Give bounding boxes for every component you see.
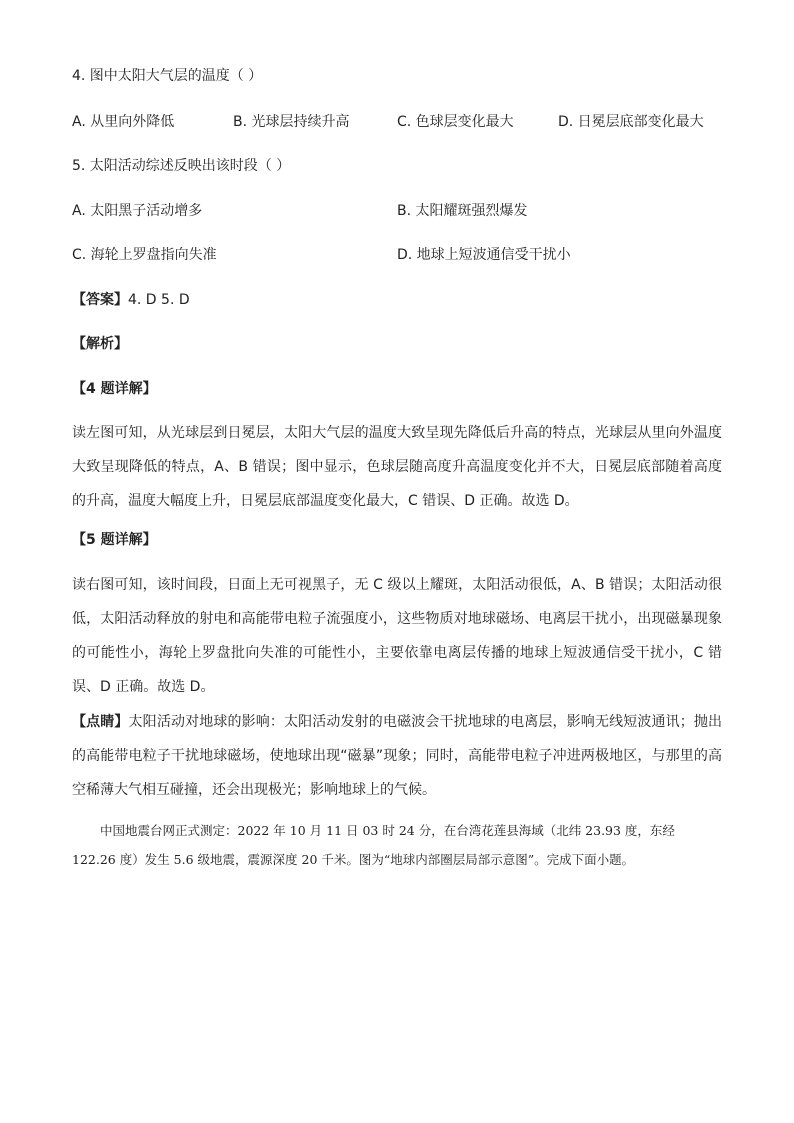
tip-paragraph	[72, 705, 722, 807]
tip-text: 太阳活动对地球的影响：太阳活动发射的电磁波会干扰地球的电离层，影响无线短波通讯；抛出的高能带电粒子干扰地球磁场，使地球出现“磁暴”现象；同时，高能带电粒子冲进两极地区，与那里的高空稀薄大气相互碰撞，还会出现极光；影响地球上的气候。	[72, 714, 723, 798]
q4-option-d: D. 日冕层底部变化最大	[558, 114, 704, 130]
tip-label: 【点睛】	[72, 714, 129, 730]
answer-line	[72, 290, 190, 310]
q5-option-b: B. 太阳耀斑强烈爆发	[397, 203, 528, 219]
detail-5-label: 【5 题详解】	[72, 532, 157, 548]
q4-option-c: C. 色球层变化最大	[397, 114, 514, 130]
q4-option-b: B. 光球层持续升高	[233, 114, 350, 130]
answer-text: 4. D 5. D	[128, 292, 190, 308]
detail-4-text: 读左图可知，从光球层到日冕层，太阳大气层的温度大致呈现先降低后升高的特点，光球层从里向外温度大致呈现降低的特点，A、B 错误；图中显示，色球层随高度升高温度变化并不大，日冕层底部随着高度的升高，温度大幅度上升，日冕层底部温度变化最大，C 错误、D 正确。故选 D。	[72, 425, 722, 509]
analysis-label: 【解析】	[72, 336, 128, 352]
q5-option-d: D. 地球上短波通信受干扰小	[397, 247, 571, 263]
question-5-stem: 5. 太阳活动综述反映出该时段（ ）	[72, 158, 291, 174]
detail-5-text: 读右图可知，该时间段，日面上无可视黑子，无 C 级以上耀斑，太阳活动很低，A、B 错误；太阳活动很低，太阳活动释放的射电和高能带电粒子流强度小，这些物质对地球磁场、电离层干扰小，出现磁暴现象的可能性小，海轮上罗盘批向失准的可能性小，主要依靠电离层传播的地球上短波通信受干扰小，C 错误、D 正确。故选 D。	[72, 577, 722, 695]
question-4-stem: 4. 图中太阳大气层的温度（ ）	[72, 68, 263, 84]
q5-option-c: C. 海轮上罗盘指向失准	[72, 247, 217, 263]
next-question-intro: 中国地震台网正式测定：2022 年 10 月 11 日 03 时 24 分，在台湾花莲县海域（北纬 23.93 度，东经 122.26 度）发生 5.6 级地震，震源深度 20 千米。图为“地球内部圈层局部示意图”。完成下面小题。	[72, 823, 675, 867]
answer-label: 【答案】	[72, 292, 128, 308]
q4-option-a: A. 从里向外降低	[72, 114, 175, 130]
detail-4-label: 【4 题详解】	[72, 381, 157, 397]
q5-option-a: A. 太阳黑子活动增多	[72, 203, 203, 219]
